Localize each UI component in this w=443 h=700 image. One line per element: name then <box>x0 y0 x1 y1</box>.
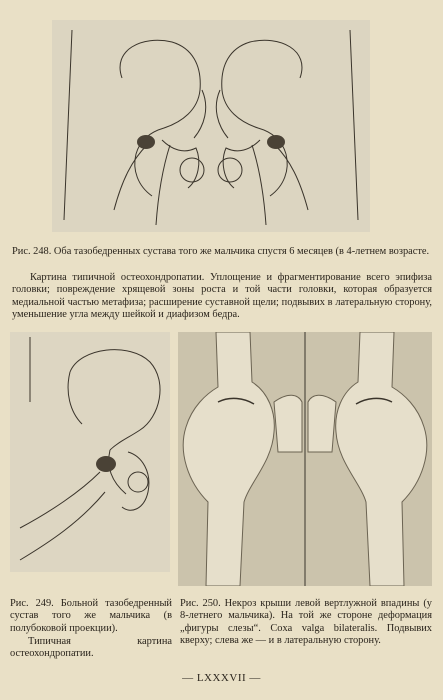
figure-249-caption: Рис. 249. Больной тазобедренный сустав того же мальчика (в полубоковой проекции). <box>10 598 172 634</box>
figure-249-image <box>10 332 170 572</box>
figure-250-caption: Рис. 250. Некроз крыши левой вертлужной впадины (у 8-летнего мальчика). На той же стороне деформация „фигуры слезы“. Coxa valga bilateralis. Подвывих кверху; слева же — и в латеральную сторону. <box>180 598 432 647</box>
figure-248-caption: Рис. 248. Оба тазобедренных сустава того же мальчика спустя 6 месяцев (в 4-летнем возрасте. <box>12 246 430 257</box>
figure-249-drawing <box>10 332 170 572</box>
figure-250-image <box>178 332 432 586</box>
figure-248-drawing <box>52 20 370 232</box>
figure-248-description: Картина типичной остеохондропатии. Уплощение и фрагментирование всего эпифиза головки; повреждение хрящевой зоны роста и той части головки, которая образуется медиальной частью метафиза; расширение суставной щели; подвывих в латеральную сторону, уменьшение угла между шейкой и диафизом бедра. <box>12 272 432 321</box>
figure-250-drawing <box>178 332 432 586</box>
figure-249-description: Типичная картина остеохондропатии. <box>10 636 172 660</box>
figure-248-image <box>52 20 370 232</box>
page-number: — LXXXVII — <box>182 672 261 684</box>
